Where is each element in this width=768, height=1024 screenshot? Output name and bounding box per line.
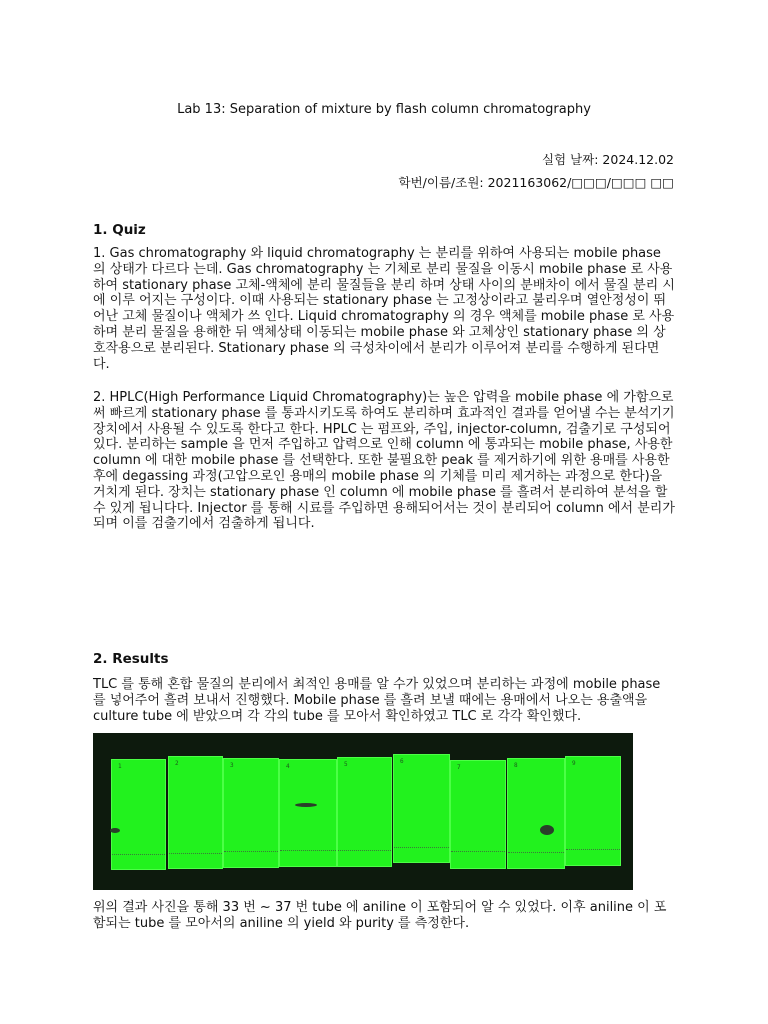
plate-mark: 5 — [344, 761, 348, 768]
tlc-plate — [393, 754, 450, 863]
results-conclusion: 위의 결과 사진을 통해 33 번 ~ 37 번 tube 에 aniline 이 포함되어 알 수 있었다. 이후 aniline 이 포함되는 tube 를 모아서의 aniline 의 yield 와 purity 를 측정한다. — [93, 900, 667, 931]
plate-mark: 9 — [572, 760, 576, 767]
tlc-plate — [168, 756, 223, 869]
document-title: Lab 13: Separation of mixture by flash column chromatography — [177, 102, 591, 117]
tlc-plate — [337, 757, 392, 867]
plate-mark: 8 — [514, 762, 518, 769]
plate-mark: 2 — [175, 760, 179, 767]
tlc-plate — [223, 758, 279, 868]
plate-mark: 3 — [230, 762, 234, 769]
results-heading: 2. Results — [93, 651, 169, 667]
student-info: 학번/이름/조원: 2021163062/□□□/□□□ □□ — [398, 175, 674, 190]
tlc-plate — [111, 759, 166, 870]
results-paragraph: TLC 를 통해 혼합 물질의 분리에서 최적인 용매를 알 수가 있었으며 분리하는 과정에 mobile phase 를 넣어주어 흘려 보내서 진행했다. Mobile phase 를 흘려 보낼 때에는 용매에서 나오는 용출액을 culture tube 에 받았으며 각 각의 tube 를 모아서 확인하였고 TLC 로 각각 확인했다. — [93, 677, 661, 724]
plate-mark: 6 — [400, 758, 404, 765]
experiment-date: 실험 날짜: 2024.12.02 — [541, 152, 674, 167]
plate-mark: 7 — [457, 764, 461, 771]
tlc-plate — [279, 759, 337, 867]
tlc-plate — [507, 758, 565, 869]
quiz-answer-2: 2. HPLC(High Performance Liquid Chromatography)는 높은 압력을 mobile phase 에 가함으로써 빠르게 stationary phase 를 통과시키도록 하여도 분리하며 효과적인 결과를 얻어낼 수는 분석기기 장치에서 사용될 수 있도록 한다고 한다. HPLC 는 펌프와, 주입, injector-column, 검출기로 구성되어 있다. 분리하는 sample 을 먼저 주입하고 압력으로 인해 column 에 통과되는 mobile phase, 사용한 column 에 대한 mobile phase 를 선택한다. 또한 불필요한 peak 를 제거하기에 위한 용매를 사용한 후에 degassing 과정(고압으로인 용매의 mobile phase 의 기체를 미리 제거하는 과정으로 한다)을 거치게 된다. 장치는 stationary phase 인 column 에 mobile phase 를 흘려서 분리하여 분석을 할 수 있게 됩니다다. Injector 를 통해 시료를 주입하면 용해되어서는 것이 분리되어 column 에서 분리가 되며 이를 검출기에서 검출하게 됩니다. — [93, 390, 675, 532]
plate-mark: 1 — [118, 763, 122, 770]
plate-mark: 4 — [286, 763, 290, 770]
tlc-plate — [565, 756, 621, 866]
quiz-answer-1: 1. Gas chromatography 와 liquid chromatography 는 분리를 위하여 사용되는 mobile phase 의 상태가 다르다 는데. Gas chromatography 는 기체로 분리 물질을 이동시 mobile phase 로 사용하여 stationary phase 고체-액체에 분리 물질들을 분리 하며 상태 사이의 분배차이 에서 물질 분리 시에 이루 어지는 구성이다. 이때 사용되는 stationary phase 는 고정상이라고 불리우며 열안정성이 뛰어난 고체 물질이나 액체가 쓰 인다. Liquid chromatography 의 경우 액체를 mobile phase 로 사용하며 분리 물질을 용해한 뒤 액체상태 이동되는 mobile phase 와 고체상인 stationary phase 의 상호작용으로 분리된다. Stationary phase 의 극성차이에서 분리가 이루어져 분리를 수행하게 된다면다. — [93, 246, 675, 372]
tlc-plates-photo — [93, 733, 633, 890]
quiz-heading: 1. Quiz — [93, 222, 146, 238]
tlc-plate — [450, 760, 506, 869]
